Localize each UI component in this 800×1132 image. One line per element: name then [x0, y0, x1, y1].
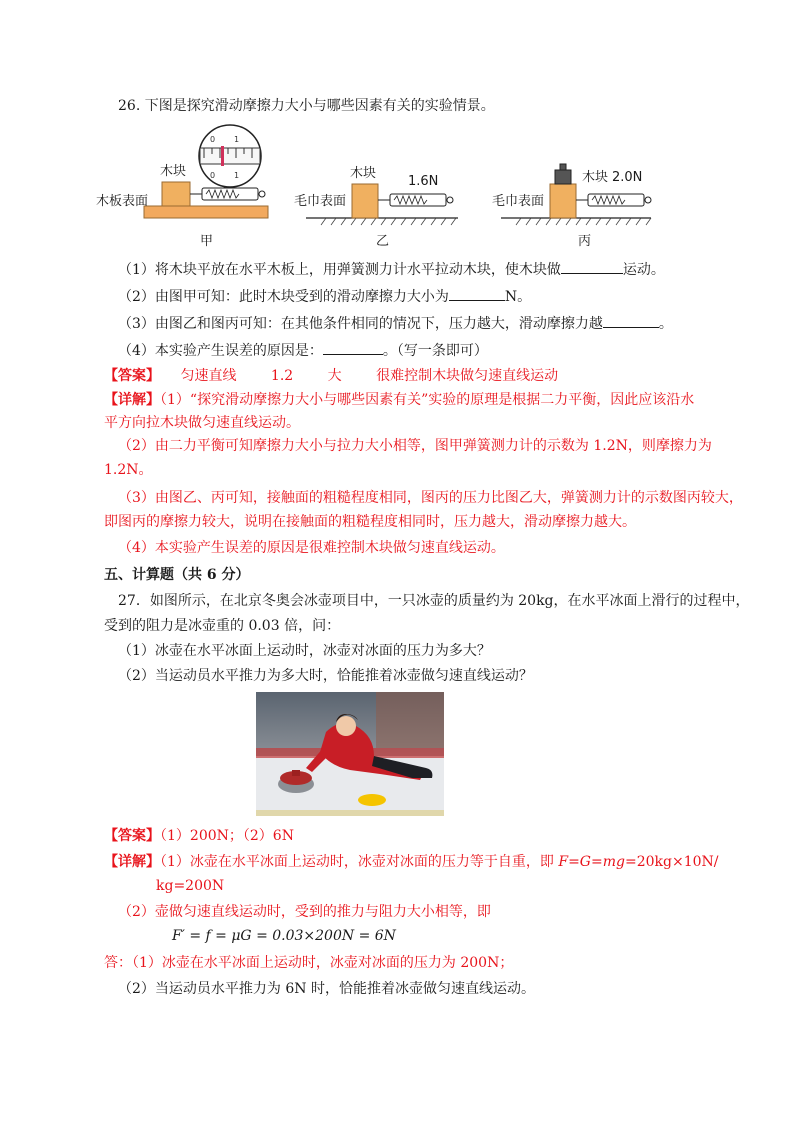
- block-c: [550, 184, 576, 218]
- q27-conclusion-1: 答：（1）冰壶在水平冰面上运动时，冰壶对冰面的压力为 200N；: [104, 955, 514, 971]
- curling-illustration: [256, 692, 444, 816]
- label-block-c: 木块: [582, 170, 609, 185]
- label-block-b: 木块: [350, 166, 377, 181]
- label-surface-a: 木板表面: [96, 194, 149, 209]
- q27-stem-b: 受到的阻力是冰壶重的 0.03 倍，问：: [104, 618, 341, 634]
- q26-part4: （4）本实验产生误差的原因是： 。（写一条即可）: [118, 340, 488, 361]
- q26-detail-1b: 平方向拉木块做匀速直线运动。: [104, 415, 300, 431]
- q26-detail-2b: 1.2N。: [104, 462, 153, 478]
- q26-part1: （1）将木块平放在水平木板上，用弹簧测力计水平拉动木块，使木块做 运动。: [118, 259, 665, 280]
- q26-detail-3b: 即图丙的摩擦力较大，说明在接触面的粗糙程度相同时，压力越大，滑动摩擦力越大。: [104, 514, 636, 530]
- wooden-board: [144, 206, 268, 218]
- spring-scale-b-icon: [390, 194, 453, 206]
- reading-b: 1.6N: [408, 174, 439, 189]
- friction-experiment-figure: [96, 124, 676, 254]
- block-b: [352, 184, 378, 218]
- svg-text:1: 1: [234, 171, 240, 180]
- svg-text:0: 0: [210, 135, 216, 144]
- q27-question-2: （2）当运动员水平推力为多大时，恰能推着冰壶做匀速直线运动？: [118, 668, 533, 684]
- label-surface-b: 毛巾表面: [294, 194, 347, 209]
- spring-scale-c-icon: [588, 194, 651, 206]
- label-block-a: 木块: [160, 164, 187, 179]
- q27-stem-a: 27．如图所示，在北京冬奥会冰壶项目中，一只冰壶的质量约为 20kg，在水平冰面上滑行的过程中，: [118, 593, 750, 609]
- blank-4[interactable]: [323, 340, 383, 355]
- caption-a: 甲: [200, 234, 214, 249]
- q26-part2: （2）由图甲可知：此时木块受到的滑动摩擦力大小为 N。: [118, 286, 531, 307]
- towel-surface-c: [516, 218, 651, 225]
- q27-question-1: （1）冰壶在水平冰面上运动时，冰壶对冰面的压力为多大？: [118, 643, 491, 659]
- caption-b: 乙: [376, 234, 390, 249]
- blank-2[interactable]: [449, 286, 505, 301]
- magnified-scale-icon: [199, 125, 261, 194]
- weight-icon: [555, 164, 571, 184]
- reading-c: 2.0N: [612, 170, 643, 185]
- spring-scale-a-icon: [202, 188, 265, 200]
- block-a: [162, 182, 190, 206]
- q26-stem: 26. 下图是探究滑动摩擦力大小与哪些因素有关的实验情景。: [118, 98, 495, 114]
- q27-detail-1a: 【详解】（1）冰壶在水平冰面上运动时，冰壶对冰面的压力等于自重，即 F=G=mg=20kg×10N/: [104, 854, 719, 870]
- svg-text:0: 0: [210, 171, 216, 180]
- blank-3[interactable]: [603, 313, 659, 328]
- svg-text:1: 1: [234, 135, 240, 144]
- q26-detail-4: （4）本实验产生误差的原因是很难控制木块做匀速直线运动。: [118, 540, 505, 556]
- q27-detail-2: （2）壶做匀速直线运动时，受到的推力与阻力大小相等，即: [118, 904, 491, 920]
- curling-photo: [256, 692, 444, 816]
- q26-part3: （3）由图乙和图丙可知：在其他条件相同的情况下，压力越大，滑动摩擦力越 。: [118, 313, 673, 334]
- towel-surface-b: [321, 218, 456, 225]
- q26-detail-3a: （3）由图乙、丙可知，接触面的粗糙程度相同，图丙的压力比图乙大，弹簧测力计的示数图丙较大，: [118, 490, 743, 506]
- caption-c: 丙: [578, 234, 592, 249]
- section-title: 五、计算题（共 6 分）: [104, 567, 250, 583]
- q27-answer: 【答案】（1）200N；（2）6N: [104, 828, 294, 844]
- q27-detail-1b: kg=200N: [156, 878, 225, 894]
- q26-detail-2a: （2）由二力平衡可知摩擦力大小与拉力大小相等，图甲弹簧测力计的示数为 1.2N，则摩擦力为: [118, 438, 712, 454]
- q27-formula: F′ = f = μG = 0.03×200N = 6N: [172, 928, 396, 944]
- q27-conclusion-2: （2）当运动员水平推力为 6N 时，恰能推着冰壶做匀速直线运动。: [118, 981, 535, 997]
- q26-detail-1a: 【详解】（1）“探究滑动摩擦力大小与哪些因素有关”实验的原理是根据二力平衡，因此应该沿水: [104, 392, 695, 408]
- label-surface-c: 毛巾表面: [492, 194, 545, 209]
- blank-1[interactable]: [561, 259, 623, 274]
- q26-answer: 【答案】 匀速直线 1.2 大 很难控制木块做匀速直线运动: [104, 368, 559, 384]
